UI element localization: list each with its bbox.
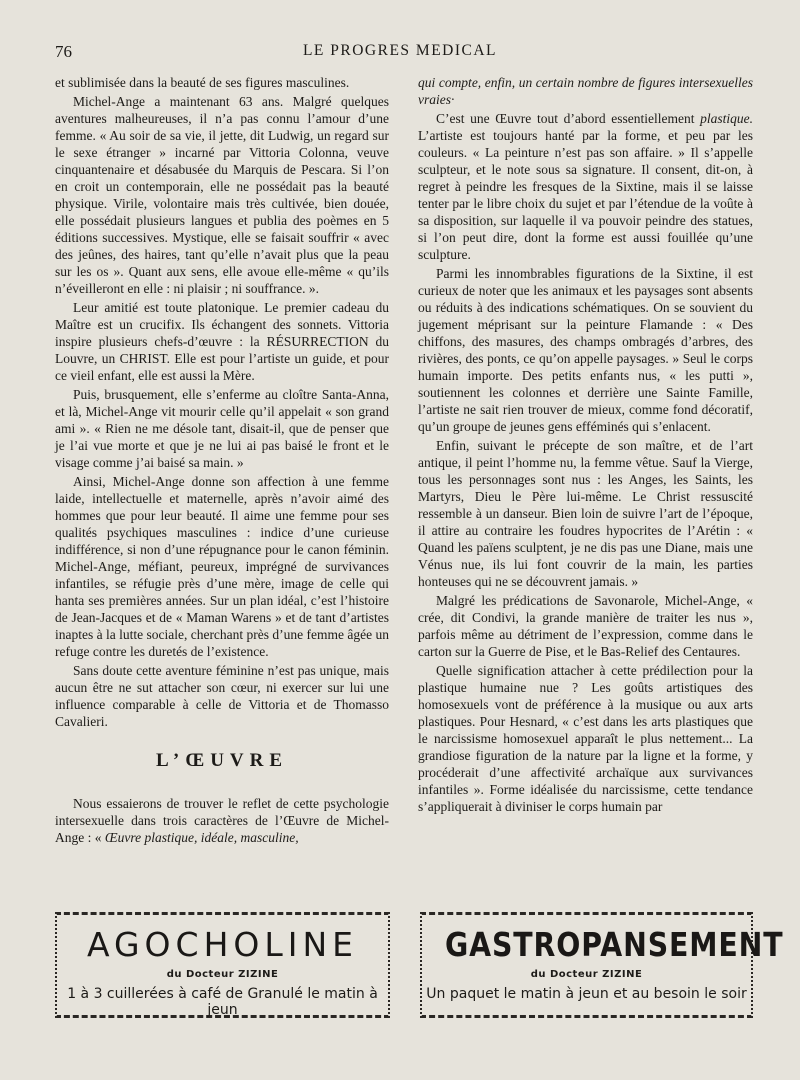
ad-usage: 1 à 3 cuillerées à café de Granulé le matin à jeun	[67, 986, 378, 1018]
paragraph: Quelle signification attacher à cette prédilection pour la plastique humaine nue ? Les goûts artistiques des homosexuels vont de préférence à la musique ou aux arts plastiques. Pour Hesnard, « c’est dans les arts plastiques que le narcissisme homosexuel apparaît le plus nettement... La grandiose figuration de la nature par la ligne et la forme, y procéderait d’une affectivité archaïque aux survivances infantiles ». Forme idéalisée du narcissisme, cette tendance s’appliquerait à diviniser le corps humain par	[418, 663, 753, 814]
running-title: LE PROGRES MEDICAL	[302, 42, 498, 59]
paragraph-text: L’artiste est toujours hanté par la forme, et peu par les couleurs. « La peinture n’est pas son affaire. » Il s’appelle sculpteur, et le note sous sa signature. Il consent, dit-on, à regret à peindre les fresques de la Sixtine, mais il se laisse tenter par le libre choix du sujet et par l’étendue de la voûte à sa disposition, sur laquelle il va pouvoir peindre des statues, si l’on peut dire, dont la forme est aussi fouillée qu’une sculpture.	[418, 128, 753, 262]
paragraph	[418, 110, 753, 263]
paragraph	[418, 74, 753, 108]
ad-product-name: AGOCHOLINE	[86, 925, 359, 964]
italic-text: qui compte, enfin, un certain nombre de figures intersexuelles vraies·	[418, 75, 753, 107]
paragraph: Michel-Ange a maintenant 63 ans. Malgré quelques aventures malheureuses, il n’a pas connu l’amour d’une femme. « Au soir de sa vie, il jette, dit Ludwig, un regard sur le sexe étranger » incarné par Vittoria Colonna, veuve cinquantenaire et désabusée du Marquis de Pescara. Si l’on en croit un contemporain, elle ne possédait pas la beauté physique. Virile, volontaire mais très cultivée, bien douée, elle possédait plusieurs langues et publia des poèmes en 5 éditions successives. Mystique, elle se faisait souffrir « avec des jeûnes, des haires, tant qu’elle n’avait plus que la peau sur les os ». Quant aux sens, elle avoue elle-même « qu’ils n’éveilleront en elle : ni plaisir ; ni souffrance. ».	[55, 94, 389, 296]
paragraph: Parmi les innombrables figurations de la Sixtine, il est curieux de noter que les animaux et les paysages sont absents ou réduits à des indications schématiques. On se souvient du jugement méprisant sur la peinture Flamande : « Des chiffons, des masures, des champs ombragés d’arbres, des rivières, des ponts, ce qu’on appelle paysages. » Seul le corps humain importe. Des petits enfants nus, « les putti », soutiennent les colonnes et derrière une Sainte Famille, l’artiste ne sait rien trouver de mieux, comme fond décoratif, qu’un groupe de jeunes gens efféminés qui s’enlacent.	[418, 266, 753, 434]
italic-text: plastique.	[700, 111, 753, 126]
right-column	[418, 74, 753, 815]
paragraph: Puis, brusquement, elle s’enferme au cloître Santa-Anna, et là, Michel-Ange vit mourir celle qu’il appelait « son grand ami ». « Rien ne me désole tant, disait-il, que de penser que je l’ai vue morte et que je ne lui ai pas baisé le front et le visage comme j’ai baisé sa main. »	[55, 387, 389, 470]
paragraph: Ainsi, Michel-Ange donne son affection à une femme laide, intellectuelle et maternelle, après n’avoir aimé des hommes que pour leur beauté. Il aime une femme pour ses qualités psychiques masculines : indice d’une curieuse indifférence, si non d’une répugnance pour le canon féminin. Michel-Ange, méfiant, peureux, imprégné de survivances infantiles, se réfugie près d’une mère, image de celle qui hanta ses premières années. Sur un plan idéal, c’est l’histoire de Jean-Jacques et de « Maman Warens » et de tant d’artistes inaptes à la lutte sociale, cherchant près d’une femme âgée un refuge contre les duretés de l’existence.	[55, 474, 389, 659]
italic-text: Œuvre plastique, idéale, masculine,	[104, 830, 299, 845]
page-header	[55, 42, 745, 64]
left-column	[55, 74, 389, 846]
ad-usage: Un paquet le matin à jeun et au besoin le soir	[426, 986, 747, 1002]
paragraph: Enfin, suivant le précepte de son maître, et de l’art antique, il peint l’homme nu, la femme vêtue. Sauf la Vierge, tous les personnages sont nus : les Anges, les Saints, les Martyrs, Dieu le Père lui-même. Le Christ ressuscité ressemble à un danseur. Bien loin de suivre l’art de l’époque, il attire au contraire les foudres hypocrites de l’Arétin : « Quand les païens sculptent, je ne dis pas une Diane, mais une Vénus nue, ils lui font couvrir de la main, les parties honteuses qui ne se découvrent jamais. »	[418, 438, 753, 589]
paragraph: Malgré les prédications de Savonarole, Michel-Ange, « crée, dit Condivi, la grande manière de traiter les nus », parfois même au détriment de l’expression, comme dans le carton sur la Guerre de Pise, et le Bas-Relief des Centaures.	[418, 593, 753, 659]
advertisement-agocholine	[55, 912, 390, 1018]
ad-doctor: du Docteur ZIZINE	[166, 969, 279, 980]
paragraph-text: C’est une Œuvre tout d’abord essentiellement	[436, 111, 695, 126]
paragraph-text: Nous essaierons de trouver le reflet de cette psychologie intersexuelle dans trois caractères de l’Œuvre de Michel-Ange : «	[55, 796, 389, 845]
ad-product-name: GASTROPANSEMENT	[445, 925, 784, 964]
paragraph	[55, 795, 389, 846]
paragraph: Sans doute cette aventure féminine n’est pas unique, mais aucun être ne sut attacher son cœur, ni exercer sur lui une influence comparable à celle de Vittoria et de Thomasso Cavalieri.	[55, 663, 389, 729]
advertisement-gastropansement	[420, 912, 784, 1018]
ad-doctor: du Docteur ZIZINE	[530, 969, 643, 980]
page-number: 76	[55, 42, 72, 61]
paragraph: et sublimisée dans la beauté de ses figures masculines.	[55, 75, 350, 90]
section-heading: L’ŒUVRE	[155, 750, 289, 771]
paragraph: Leur amitié est toute platonique. Le premier cadeau du Maître est un crucifix. Ils échangent des sonnets. Vittoria inspire plusieurs chefs-d’œuvre : la RÉSURRECTION du Louvre, un CHRIST. Elle est pour l’artiste un guide, et pour ce vieil enfant, elle est aussi la Mère.	[55, 300, 389, 383]
